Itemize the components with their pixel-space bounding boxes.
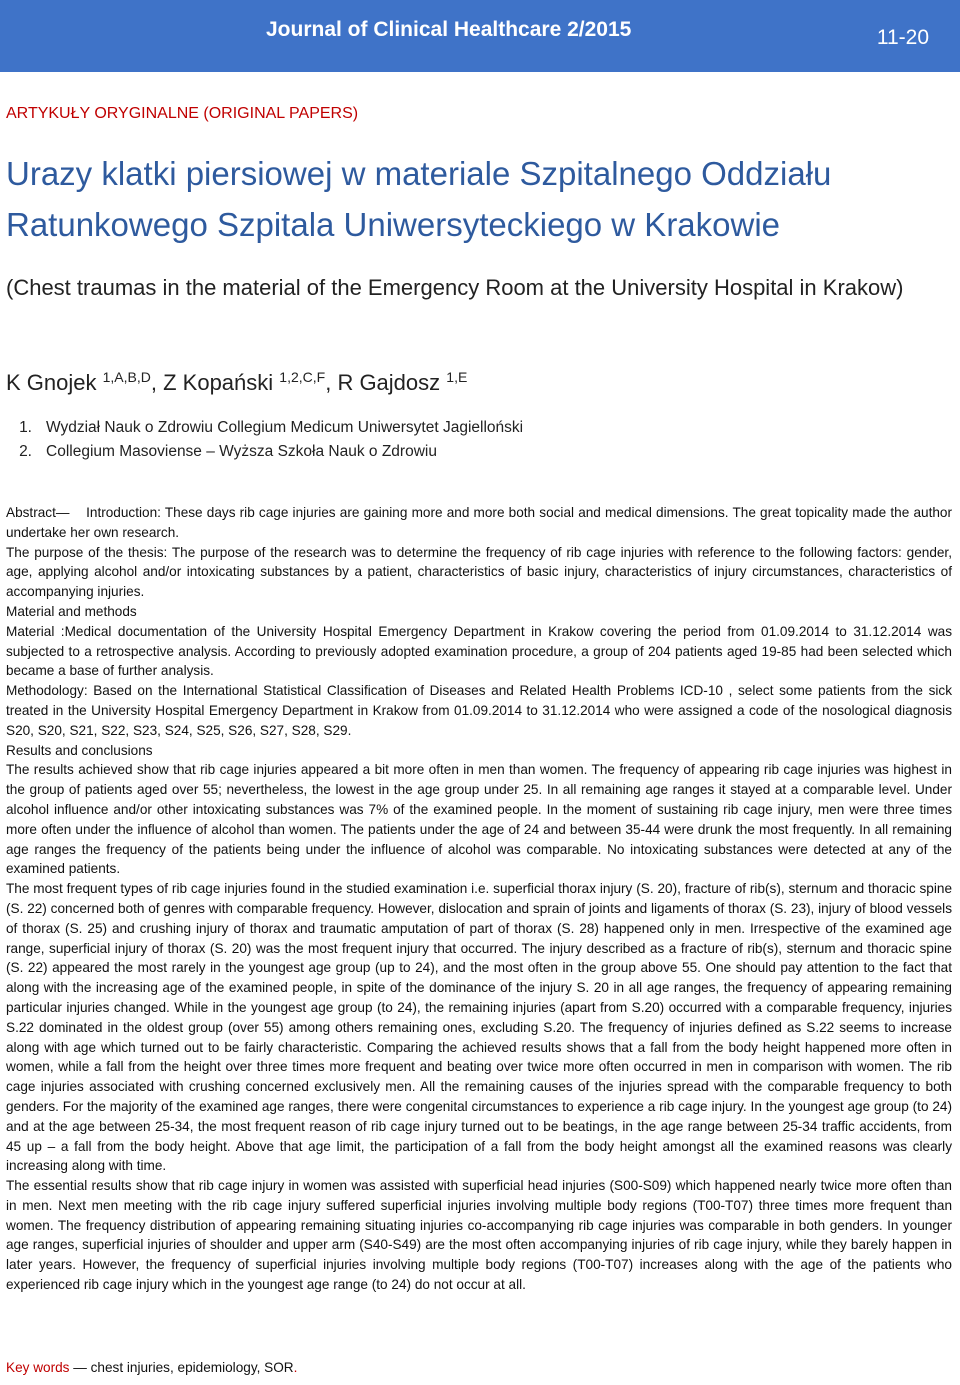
affiliation-number: 2. (19, 443, 32, 460)
journal-title: Journal of Clinical Healthcare 2/2015 (266, 18, 632, 41)
abstract-paragraph: The most frequent types of rib cage injuries found in the studied examination i.e. superficial thorax injury (S. 20), fracture of rib(s), sternum and thoracic spine (S. 22) concerned both of genres with comparable frequency. However, dislocation and sprain of joints and ligaments of thorax (S. 23), injury of blood vessels of thorax (S. 25) and crushing injury of thorax and traumatic amputation of part of thorax (S. 28) happened only in men. Irrespective of the examined age range, superficial injury of thorax (S. 20) was the most frequent injury that occurred. The injury described as a fracture of rib(s), sternum and thoracic spine (S. 22) appeared the most rarely in the youngest age group (up to 24), and the most often in the group above 55. One should pay attention to the fact that along with the increasing age of the examined people, in spite of the dominance of the injury S. 20 in all age ranges, the frequency of appearing remaining particular injuries changed. While in the youngest age group (to 24), the remaining injuries (apart from S.20) occurred with a comparable frequency, injuries S.22 dominated in the oldest group (over 55) among others remaining ones, excluding S.20. The frequency of injuries defined as S.22 seems to increase along with age which turned out to be fairly characteristic. Comparing the achieved results shows that a fall from the body height happened more often in women, while a fall from the height over three times more frequent and beating over twice more often occurred in men in comparison with women. The rib cage injuries associated with crushing concerned exclusively men. All the remaining causes of the injuries spread with the comparable frequency to both genders. For the majority of the examined age ranges, there were congenital circumstances to experience a rib cage injury. In the youngest age group (to 24) and at the age between 25-34, the most frequent reason of rib cage injury turned out to be beatings, in the age range between 25-34 traffic accidents, from 45 up – a fall from the body height. Above that age limit, the participation of a fall from the body height amongst all the examined reasons was clearly increasing along with time. (6, 881, 952, 1174)
author-name: R Gajdosz (337, 370, 441, 395)
author-affiliation-marker: 1,2,C,F (279, 369, 326, 385)
affiliation-text: Wydział Nauk o Zdrowiu Collegium Medicum Uniwersytet Jagielloński (46, 419, 524, 436)
page-range: 11-20 (876, 26, 929, 49)
abstract-label: Abstract (6, 505, 56, 520)
abstract (6, 503, 952, 1295)
section-label: ARTYKUŁY ORYGINALNE (ORIGINAL PAPERS) (6, 105, 359, 122)
keywords-dash: — (73, 1360, 87, 1375)
affiliation-text: Collegium Masoviense – Wyższa Szkoła Nauk o Zdrowiu (46, 443, 437, 460)
author-list: K Gnojek $^{1,A,B,D}$, Z Kopański $^{1,2,C,F}$, R Gajdosz $^{1,E}$ (6, 369, 468, 395)
abstract-subheading: Material and methods (6, 603, 137, 619)
abstract-paragraph: The purpose of the thesis: The purpose of the research was to determine the frequency of rib cage injuries with reference to the following factors: gender, age, applying alcohol and/or intoxicating substances by a patient, characteristics of basic injury, characteristics of injury circumstances, characteristics of accompanying injuries. (6, 544, 952, 600)
author-affiliation-marker: 1,E (446, 369, 468, 385)
journal-header-banner (0, 0, 960, 72)
keywords-text: chest injuries, epidemiology, SOR (90, 1360, 294, 1375)
abstract-paragraph: Material :Medical documentation of the University Hospital Emergency Department in Krakow covering the period from 01.09.2014 to 31.12.2014 was subjected to a retrospective analysis. According to previously adopted examination procedure, a group of 204 patients aged 19-85 had been selected which became a base of further analysis. (6, 623, 952, 679)
abstract-introduction: Introduction: These days rib cage injuries are gaining more and more both social and medical dimensions. The great topicality made the author undertake her own research. (6, 505, 953, 540)
abstract-paragraph: Methodology: Based on the International Statistical Classification of Diseases and Related Health Problems ICD-10 , select some patients from the sick treated in the University Hospital Emergency Department in Krakow from 01.09.2014 to 31.12.2014 who were assigned a code of the nosological diagnosis S20, S20, S21, S22, S23, S24, S25, S26, S27, S28, S29. (6, 683, 952, 738)
affiliation-item (6, 443, 946, 461)
affiliation-item (6, 419, 946, 437)
article-title: Urazy klatki piersiowej w materiale Szpitalnego Oddziału Ratunkowego Szpitala Uniwersyteckiego w Krakowie (6, 155, 832, 243)
author-name: K Gnojek (6, 370, 97, 395)
article-subtitle: (Chest traumas in the material of the Emergency Room at the University Hospital in Krakow) (6, 275, 904, 300)
abstract-paragraph (6, 503, 952, 543)
affiliation-number: 1. (19, 419, 32, 436)
abstract-dash: — (55, 505, 70, 520)
author-name: Z Kopański (163, 370, 274, 395)
abstract-paragraph: The results achieved show that rib cage injuries appeared a bit more often in men than women. The frequency of appearing rib cage injuries was highest in the group of patients aged over 55; nevertheless, the lowest in the age group under 25. In all remaining age ranges it stayed at a comparable level. Under alcohol influence and/or other intoxicating substances was 7% of the examined people. In the moment of sustaining rib cage injury, men were three times more often under the influence of alcohol than women. The patients under the age of 24 and between 35-44 were drunk the most frequently. In all remaining age ranges the frequency of the patients being under the influence of alcohol was comparable. No intoxicating substances were detected at any of the examined patients. (6, 762, 952, 877)
keywords-line (6, 1360, 297, 1375)
author-affiliation-marker: 1,A,B,D (102, 369, 151, 385)
keywords-period: . (293, 1360, 298, 1375)
keywords-label: Key words (6, 1360, 70, 1375)
abstract-paragraph: The essential results show that rib cage injury in women was assisted with superficial head injuries (S00-S09) which happened nearly twice more often than in men. Next men meeting with the rib cage injury suffered superficial injuries involving multiple body regions (T00-T07) three times more frequent than women. The frequency distribution of appearing remaining situating injuries co-accompanying rib cage injuries was comparable in both genders. In younger age ranges, superficial injuries of shoulder and upper arm (S40-S49) are the most often accompanying injuries of rib cage injury, while they barely happen in later years. However, the frequency of superficial injuries involving multiple body regions (T00-T07) increases along with the age of the patients who experienced rib cage injury which in the youngest age range (to 24) do not occur at all. (6, 1178, 952, 1293)
abstract-subheading: Results and conclusions (6, 742, 153, 758)
